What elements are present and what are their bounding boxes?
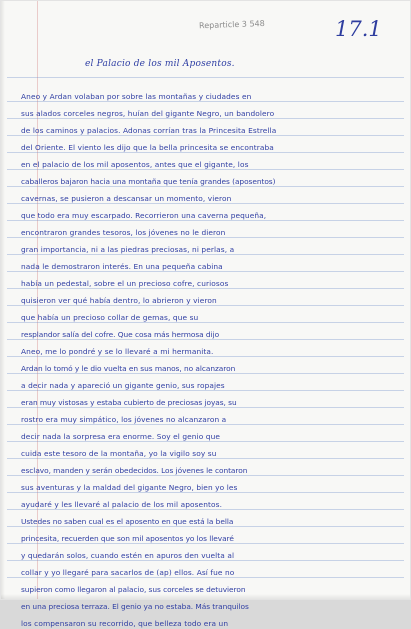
text-line: caballeros bajaron hacia una montaña que tenía grandes (aposentos) [21,177,276,186]
ruled-line [7,77,404,78]
document-title: el Palacio de los mil Aposentos. [85,59,235,69]
text-line: los compensaron su recorrido, que belleza todo era un [21,619,229,628]
text-line: resplandor salía del cofre. Que cosa más hermosa dijo [21,330,220,339]
text-line: que había un precioso collar de gemas, que su [21,313,199,322]
text-line: que todo era muy escarpado. Recorrieron una caverna pequeña, [21,211,267,220]
text-line: del Oriente. El viento les dijo que la bella princesita se encontraba [21,143,274,152]
header-note: Reparticle 3 548 [198,19,265,31]
text-line: decir nada la sorpresa era enorme. Soy el genio que [21,432,221,441]
text-line: había un pedestal, sobre el un precioso cofre, curiosos [21,279,229,288]
text-line: cavernas, se pusieron a descansar un momento, vieron [21,194,232,203]
text-line: cuida este tesoro de la montaña, yo la vigilo soy su [21,449,217,458]
text-line: y quedarán solos, cuando estén en apuros den vuelta al [21,551,235,560]
text-line: rostro era muy simpático, los jóvenes no alcanzaron a [21,415,227,424]
page-number: 17.1 [335,17,382,41]
text-line: princesita, recuerden que son mil aposentos yo los llevaré [21,534,234,543]
text-line: de los caminos y palacios. Adonas corrían tras la Princesita Estrella [21,126,277,135]
text-line: quisieron ver qué había dentro, lo abrieron y vieron [21,296,217,305]
text-line: Ustedes no saben cual es el aposento en que está la bella [21,517,234,526]
text-line: Aneo y Ardan volaban por sobre las montañas y ciudades en [21,92,252,101]
text-line: Ardan lo tomó y le dio vuelta en sus manos, no alcanzaron [21,364,236,373]
text-line: nada le demostraron interés. En una pequeña cabina [21,262,223,271]
text-line: a decir nada y apareció un gigante genio, sus ropajes [21,381,225,390]
text-line: en el palacio de los mil aposentos, antes que el gigante, los [21,160,249,169]
text-line: eran muy vistosas y estaba cubierto de preciosas joyas, su [21,398,237,407]
text-line: Aneo, me lo pondré y se lo llevaré a mi hermanita. [21,347,214,356]
text-line: esclavo, manden y serán obedecidos. Los jóvenes le contaron [21,466,248,475]
text-line: gran importancia, ni a las piedras preciosas, ni perlas, a [21,245,235,254]
text-line: collar y yo llegaré para sacarlos de (ap) ellos. Así fue no [21,568,235,577]
text-line: sus aventuras y la maldad del gigante Negro, bien yo les [21,483,238,492]
text-line: supieron como llegaron al palacio, sus corceles se detuvieron [21,585,246,594]
text-line: sus alados corceles negros, huían del gigante Negro, un bandolero [21,109,275,118]
text-line: en una preciosa terraza. El genio ya no estaba. Más tranquilos [21,602,249,611]
text-line: ayudaré y les llevaré al palacio de los mil aposentos. [21,500,223,509]
text-line: encontraron grandes tesoros, los jóvenes no le dieron [21,228,226,237]
page-left-shadow [1,1,5,599]
